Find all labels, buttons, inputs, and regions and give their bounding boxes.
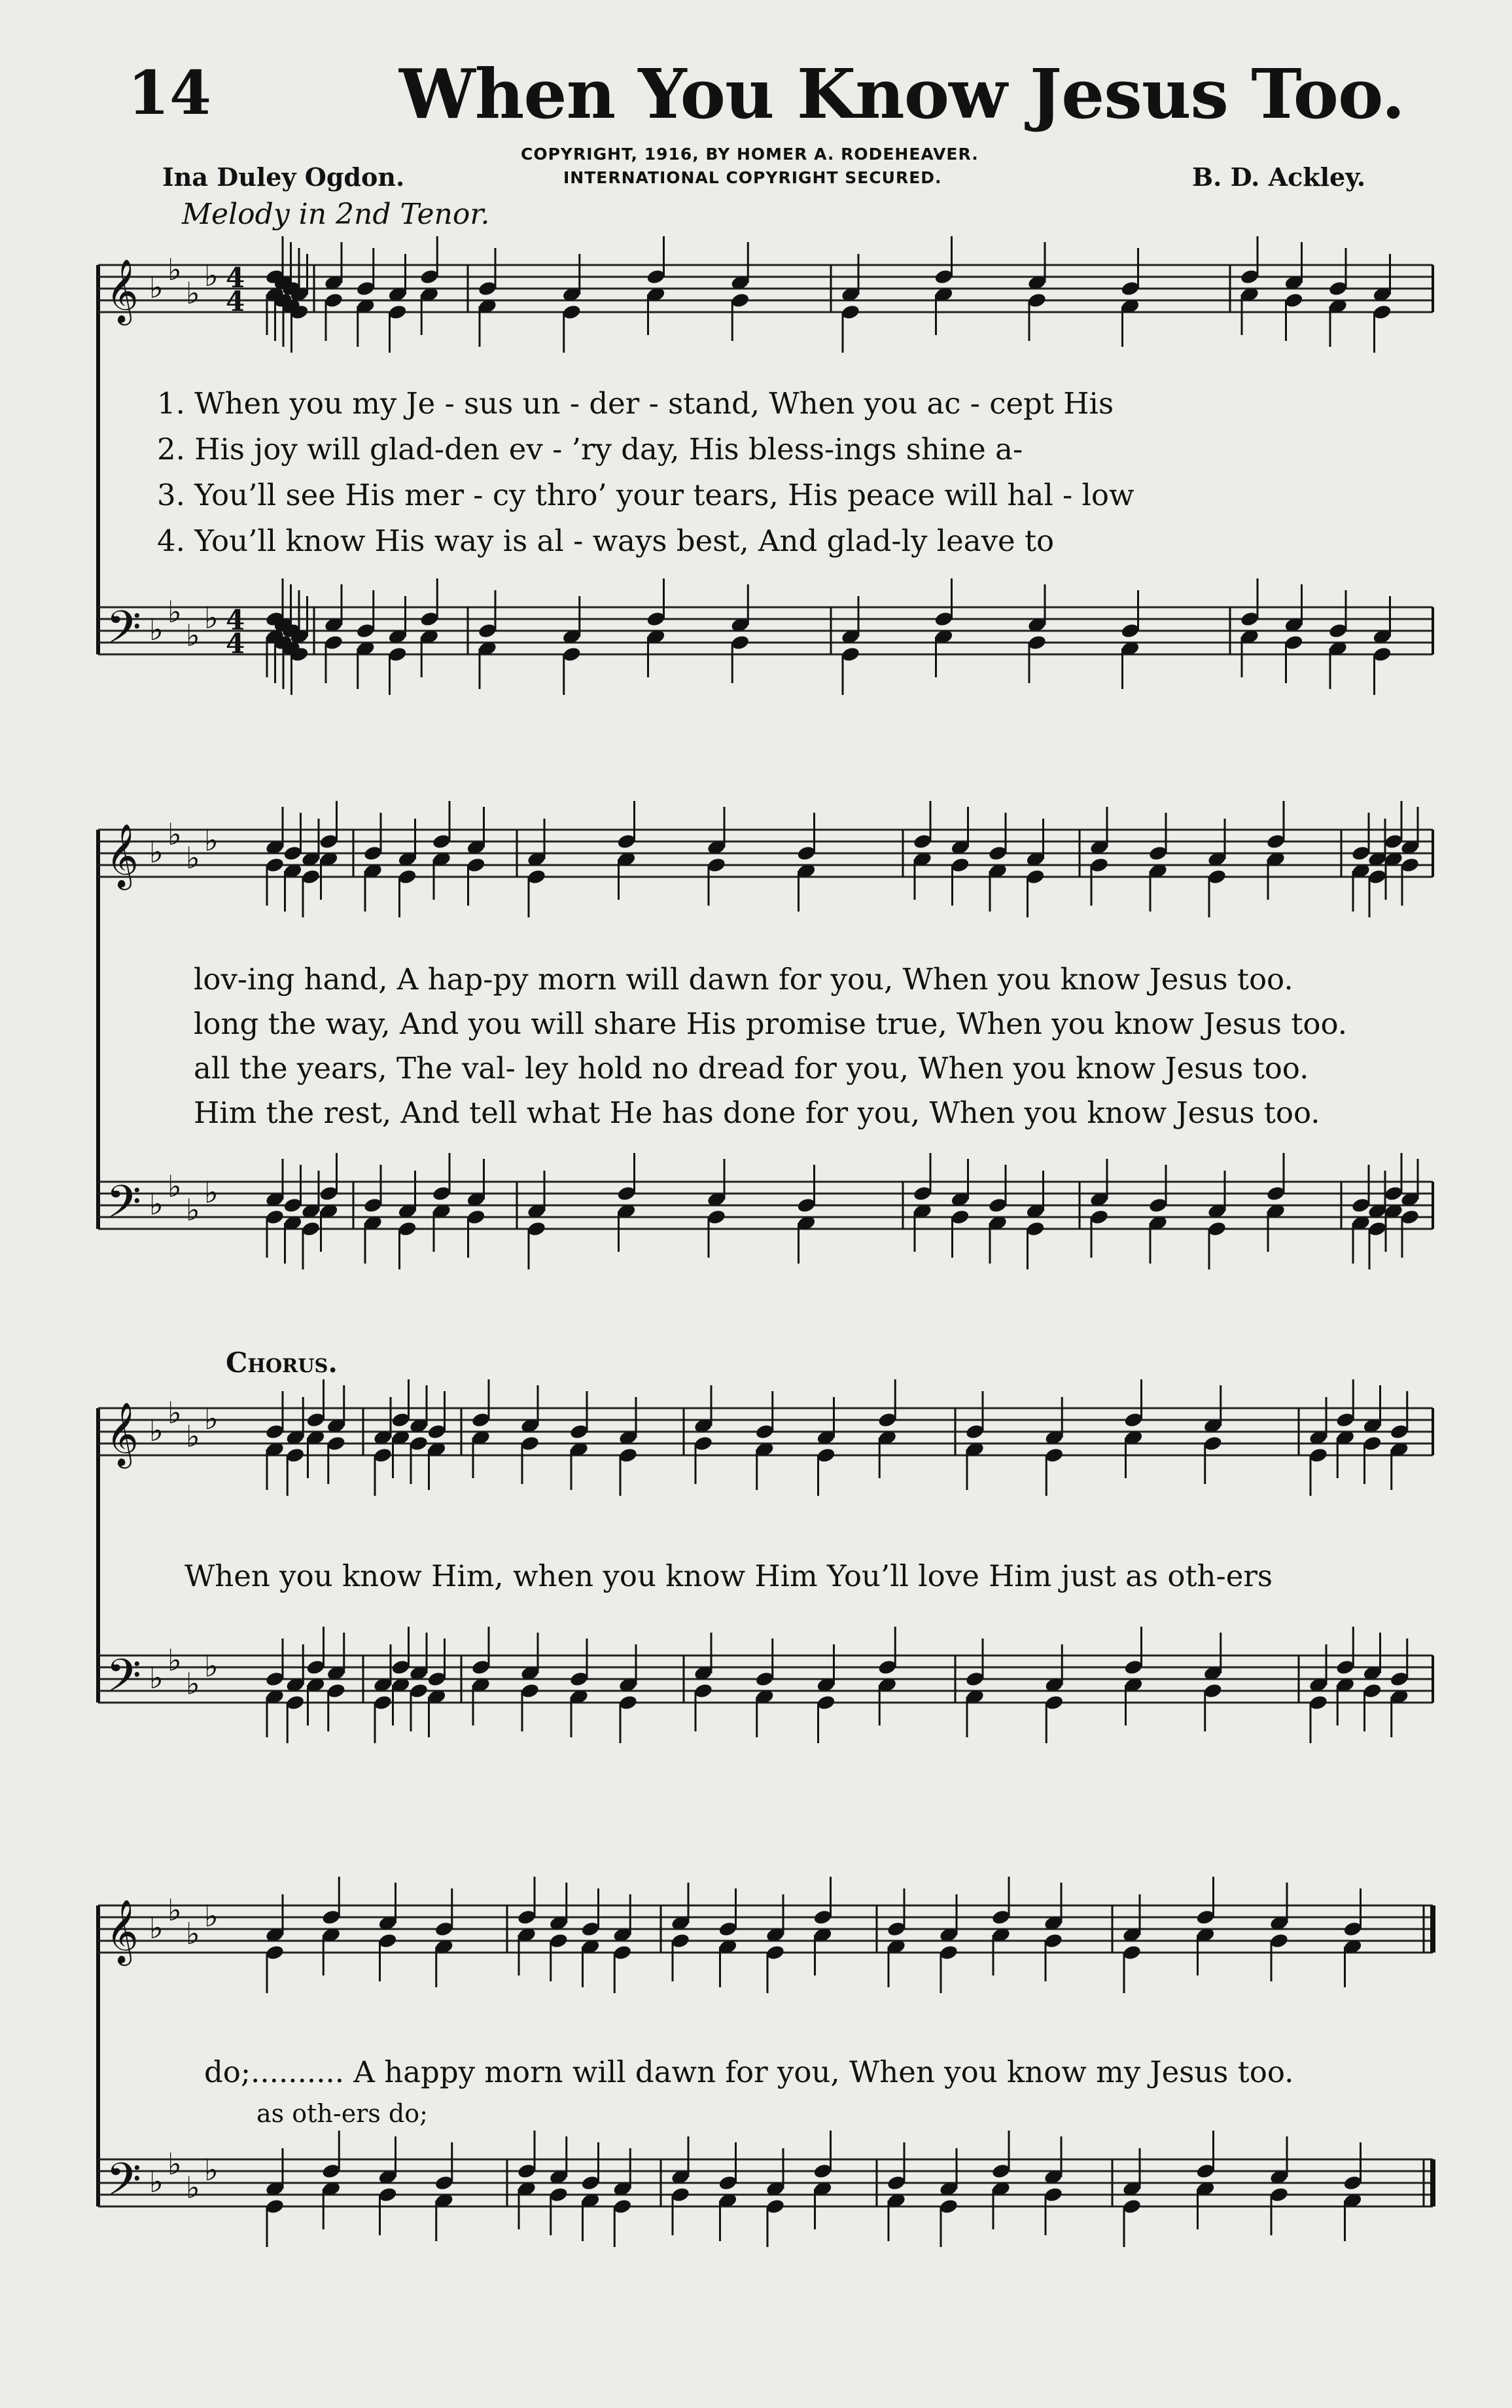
composer-name: B. D. Ackley. [1192,162,1366,192]
time-signature: 4 [226,628,245,660]
bass-clef-icon: 𝄢 [106,601,142,665]
flat-icon: ♭ [186,1666,200,1701]
flat-icon: ♭ [204,1898,219,1934]
lyricist-name: Ina Duley Ogdon. [162,162,405,192]
flat-icon: ♭ [149,1660,164,1695]
chorus-label: Chorus. [226,1347,338,1379]
bass-clef-icon: 𝄢 [106,2153,142,2217]
flat-icon: ♭ [167,1395,182,1430]
flat-icon: ♭ [186,1419,200,1454]
verse-4-part-1: 4. You’ll know His way is al - ways best, And glad-ly leave to [157,523,1055,558]
flat-icon: ♭ [149,612,164,647]
flat-icon: ♭ [186,618,200,653]
chorus-line-2: do;.......... A happy morn will dawn for you, When you know my Jesus too. [204,2055,1294,2089]
flat-icon: ♭ [149,2164,164,2199]
page-number: 14 [128,58,212,128]
bass-clef-icon: 𝄢 [106,1175,142,1239]
flat-icon: ♭ [149,1910,164,1945]
flat-icon: ♭ [167,2146,182,2182]
verse-3-part-1: 3. You’ll see His mer - cy thro’ your tears, His peace will hal - low [157,478,1134,512]
verse-2-part-2: long the way, And you will share His promise true, When you know Jesus too. [194,1006,1348,1041]
flat-icon: ♭ [204,258,219,293]
flat-icon: ♭ [204,1175,219,1210]
flat-icon: ♭ [149,1186,164,1222]
treble-clef-icon: 𝄞 [106,258,139,323]
flat-icon: ♭ [204,823,219,858]
flat-icon: ♭ [186,1916,200,1951]
flat-icon: ♭ [204,600,219,635]
flat-icon: ♭ [204,2152,219,2187]
flat-icon: ♭ [167,1642,182,1678]
copyright-line-1: COPYRIGHT, 1916, BY HOMER A. RODEHEAVER. [521,145,979,164]
time-signature: 4 [226,262,245,294]
time-signature: 4 [226,604,245,636]
treble-clef-icon: 𝄞 [106,823,139,887]
verse-2-part-1: 2. His joy will glad-den ev - ’ry day, His bless-ings shine a- [157,432,1023,467]
flat-icon: ♭ [149,1413,164,1448]
flat-icon: ♭ [149,834,164,870]
verse-1-part-2: lov-ing hand, A hap-py morn will dawn for you, When you know Jesus too. [194,962,1293,997]
verse-1-part-1: 1. When you my Je - sus un - der - stand, When you ac - cept His [157,386,1114,421]
flat-icon: ♭ [186,2170,200,2205]
chorus-line-2-alt: as oth-ers do; [256,2099,428,2128]
verse-3-part-2: all the years, The val- ley hold no dread for you, When you know Jesus too. [194,1051,1309,1086]
verse-4-part-2: Him the rest, And tell what He has done for you, When you know Jesus too. [194,1095,1320,1130]
flat-icon: ♭ [167,594,182,629]
flat-icon: ♭ [149,270,164,305]
melody-note: Melody in 2nd Tenor. [182,198,490,231]
flat-icon: ♭ [204,1648,219,1684]
flat-icon: ♭ [186,840,200,876]
flat-icon: ♭ [186,275,200,311]
flat-icon: ♭ [186,1192,200,1228]
chorus-line-1: When you know Him, when you know Him You’ll love Him just as oth-ers [185,1559,1273,1593]
copyright-line-2: INTERNATIONAL COPYRIGHT SECURED. [563,168,942,187]
flat-icon: ♭ [167,817,182,852]
flat-icon: ♭ [167,1892,182,1928]
treble-clef-icon: 𝄞 [106,1899,139,1963]
flat-icon: ♭ [167,1169,182,1204]
treble-clef-icon: 𝄞 [106,1402,139,1466]
flat-icon: ♭ [204,1401,219,1436]
flat-icon: ♭ [167,252,182,287]
hymn-title: When You Know Jesus Too. [399,54,1405,134]
bass-clef-icon: 𝄢 [106,1649,142,1713]
time-signature: 4 [226,285,245,317]
